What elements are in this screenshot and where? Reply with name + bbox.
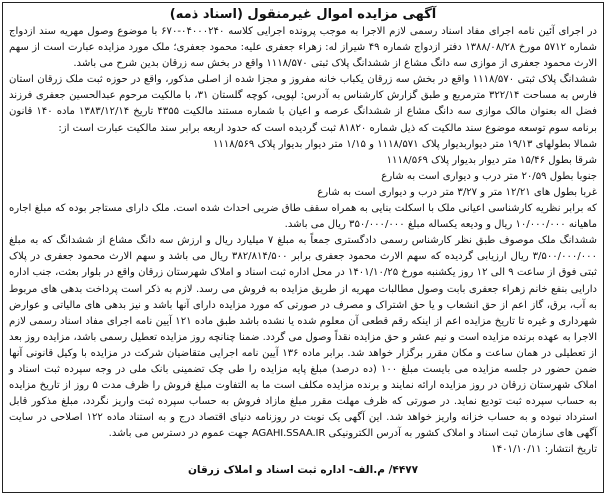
publish-date: تاریخ انتشار: ۱۴۰۱/۱۰/۱۱ bbox=[491, 444, 597, 456]
boundary-south: جنوبا بطول ۲۰/۵۹ متر درب و دیواری است به شارع bbox=[381, 170, 597, 182]
boundaries-list bbox=[9, 137, 597, 201]
notice-title: آگهی مزایده اموال غیرمنقول (اسناد ذمه) bbox=[169, 7, 437, 22]
auction-terms-paragraph: ششدانگ ملک موصوف طبق نظر کارشناس رسمی دادگستری جمعاً به مبلغ ۷ میلیارد ریال و ارزش سه دانگ مشاع از ششدانگ که به مبلغ ۳/۵۰۰/۰۰۰/۰۰۰ ریال ارزیابی گردیده که سهم الارث محمود جعفری برابر ۳۸۲/۸۱۴/۵۰۰ ریال می باشد و سهم الارث محمود جعفری در پلاک ثبتی فوق از ساعت ۹ الی ۱۲ روز یکشنبه مورخ ۱۴۰۱/۱۰/۲۵ در محل اداره ثبت اسناد و املاک شهرستان زرقان واقع در بلوار بعثت، جنب اداره دارایی بنفع خانم زهراء جعفری بابت وصول مطالبات مهریه از طریق مزایده به فروش می رسد. لازم به ذکر است پرداخت بدهی های مربوط به آب، برق، گاز اعم از حق انشعاب و یا حق اشتراک و مصرف در صورتی که مورد مزایده دارای آنها باشد و نیز بدهی های مالیاتی و عوارض شهرداری و غیره تا تاریخ مزایده اعم از اینکه رقم قطعی آن معلوم شده یا نشده باشد طبق ماده ۱۲۱ آیین نامه اجرای مفاد اسناد رسمی لازم الاجرا به عهده برنده مزایده است و نیم عشر و حق مزایده نقداً وصول می گردد. ضمنا چنانچه روز مزایده تعطیل رسمی باشد، مزایده روز بعد از تعطیلی در همان ساعت و مکان مقرر برگزار خواهد شد. برابر ماده ۱۳۶ آیین نامه اجرایی متقاضیان شرکت در مزایده با وکیل قانونی آنها ضمن حضور در جلسه مزایده می بایست مبلغ ۱۰۰ (ده درصد) مبلغ پایه مزایده را طی چک تضمینی بانک ملی در وجه سپرده ثبت اسناد و املاک شهرستان زرقان در روز مزایده ارائه نمایند و برنده مزایده مکلف است ما به التفاوت مبلغ فروش را ظرف مدت ۵ روز از تاریخ مزایده به حساب سپرده ثبت تودیع نماید. در صورتی که ظرف مهلت مقرر مبلغ مازاد فروش به حساب سپرده ثبت واریز نگردد، مبلغ مذکور قابل استرداد نبوده و به حساب خزانه واریز خواهد شد. این آگهی یک نوبت در روزنامه دنیای اقتصاد درج و به استناد ماده ۱۲۲ اصلاحی در سایت آگهی های سازمان ثبت اسناد و املاک کشور به آدرس الکترونیکی AGAHI.SSAA.IR جهت عموم در دسترس می باشد. bbox=[9, 235, 598, 440]
auction-notice bbox=[2, 2, 604, 493]
property-description-paragraph: ششدانگ پلاک ثبتی ۱۱۱۸/۵۷۰ واقع در بخش سه زرقان یکباب خانه مفروز و مجزا شده از اصلی مذکور، واقع در حوزه ثبت ملک زرقان استان فارس به مساحت ۳۲۲/۱۴ مترمربع و طبق گزارش کارشناس به آدرس: لپویی، کوچه گلستان ۳۱، با مالکیت مرحوم عبدالحسین جعفری فرزند فضل اله بعنوان مالک موازی سه دانگ مشاع از ششدانگ عرصه و اعیان با شماره مستند مالکیت ۴۳۵۵ تاریخ ۱۳۸۳/۱۲/۱۴ ماده ۱۴۰ قانون برنامه سوم توسعه موضوع سند مالکیت که ذیل شماره ۸۱۸۲۰ ثبت گردیده است که حدود اربعه برابر سند مالکیت عبارت است از: bbox=[9, 74, 597, 134]
building-paragraph: که برابر نظریه کارشناسی اعیانی ملک با اسکلت بنایی به همراه سقف طاق ضربی احداث شده است. ملک دارای مستاجر بوده که مبلغ اجاره ماهیانه ۱۰/۰۰۰/۰۰۰ ریال و ودیعه یکساله مبلغ ۳۵۰/۰۰۰/۰۰۰ ریال می باشد. bbox=[9, 203, 597, 231]
issuing-office: ۴۴۷۷/ م.الف- اداره ثبت اسناد و املاک زرقان bbox=[187, 463, 419, 476]
boundary-east: شرقا بطول ۱۵/۴۶ متر دیوار بدیوار پلاک ۱۱۱۸/۵۶۹ bbox=[386, 154, 597, 166]
intro-paragraph: در اجرای آئین نامه اجرای مفاد اسناد رسمی لازم الاجرا به موجب پرونده اجرایی کلاسه ۰۴۰۰۰۲۴۰-۶۷۰ با موضوع وصول مهریه سند ازدواج شماره ۵۷۱۲ مورخ ۱۳۸۸/۰۸/۲۸ دفتر ازدواج شماره ۴۹ شیراز له: زهراء جعفری علیه: محمود جعفری؛ ملک مورد مزایده عبارت است از سهم الارث محمود جعفری از موازی سه دانگ مشاع از ششدانگ پلاک ثبتی ۱۱۱۸/۵۷۰ واقع در بخش سه زرقان بدین شرح می باشد. bbox=[9, 26, 597, 70]
boundary-north: شمالا بطولهای ۱۹/۱۳ متر دیواربدیوار پلاک ۱۱۱۸/۵۷۱ و ۱/۱۵ متر دیوار بدیوار پلاک ۱۱۱۸/۵۶۹ bbox=[212, 138, 597, 150]
boundary-west: غربا بطول های ۱۲/۲۱ متر و ۳/۲۷ متر درب و دیواری است به شارع bbox=[317, 186, 597, 198]
